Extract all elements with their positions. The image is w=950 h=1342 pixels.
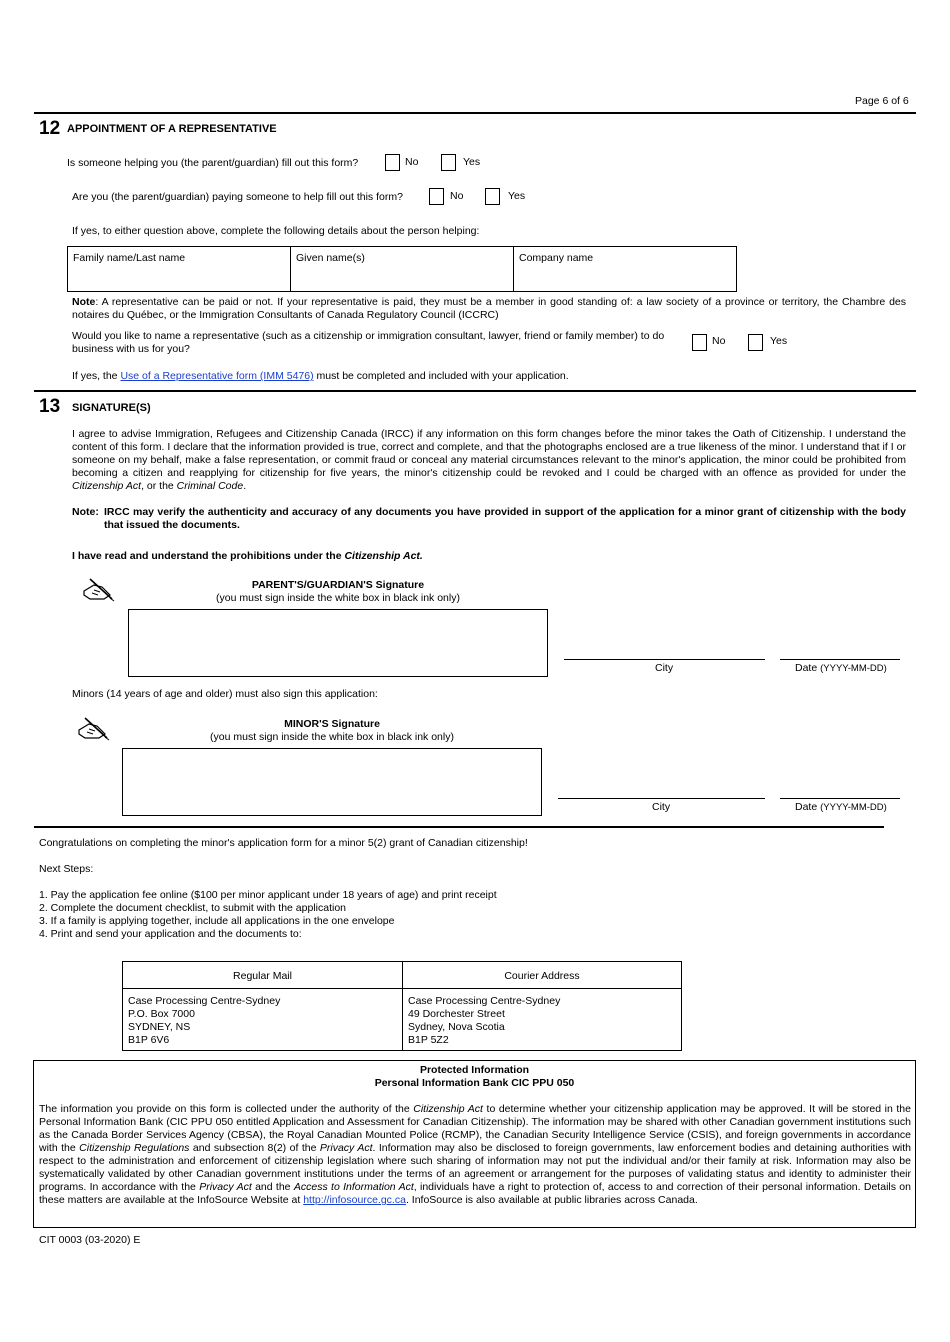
minors-must-sign-text: Minors (14 years of age and older) must also sign this application: — [72, 688, 378, 700]
name-rep-no-checkbox[interactable] — [692, 334, 707, 351]
given-names-field[interactable]: Given name(s) — [296, 252, 365, 264]
list-item: 2. Complete the document checklist, to submit with the application — [39, 902, 346, 914]
protected-info-title: Protected Information — [419, 1064, 530, 1076]
representative-note-label: Note — [72, 296, 96, 308]
family-name-field[interactable]: Family name/Last name — [73, 252, 186, 264]
protected-information-box — [33, 1060, 916, 1228]
list-item: 3. If a family is applying together, include all applications in the one envelope — [39, 915, 395, 927]
minor-signature-box[interactable] — [122, 748, 542, 816]
list-item: 1. Pay the application fee online ($100 per minor applicant under 18 years of age) and print receipt — [39, 889, 497, 901]
paying-no-label: No — [450, 190, 464, 202]
paying-no-checkbox[interactable] — [429, 188, 444, 205]
use-of-representative-text: If yes, the Use of a Representative form (IMM 5476) must be completed and included with your application. — [72, 370, 569, 382]
company-name-field[interactable]: Company name — [519, 252, 594, 264]
if-yes-instructions: If yes, to either question above, complete the following details about the person helping: — [72, 225, 480, 237]
courier-address: Case Processing Centre-Sydney 49 Dorchester Street Sydney, Nova Scotia B1P 5Z2 — [408, 995, 561, 1046]
section-13-bottom-rule — [34, 826, 884, 828]
section-13-top-rule — [34, 390, 916, 392]
signing-hand-icon — [75, 712, 113, 742]
regular-mail-header: Regular Mail — [233, 970, 292, 982]
helping-yes-checkbox[interactable] — [441, 154, 456, 171]
next-steps-heading: Next Steps: — [39, 863, 94, 875]
minor-signature-title: MINOR'S Signature — [284, 718, 380, 730]
section-13-number: 13 — [39, 396, 61, 417]
mailing-address-table — [122, 961, 682, 1051]
next-steps-list — [39, 889, 497, 941]
regular-mail-address: Case Processing Centre-Sydney P.O. Box 7000 SYDNEY, NS B1P 6V6 — [128, 995, 281, 1046]
question-someone-helping: Is someone helping you (the parent/guardian) fill out this form? — [67, 157, 359, 169]
name-rep-no-label: No — [712, 335, 726, 347]
helping-no-label: No — [405, 156, 419, 168]
name-rep-yes-checkbox[interactable] — [748, 334, 763, 351]
signing-hand-icon — [80, 573, 118, 603]
section-12-number: 12 — [39, 118, 61, 139]
section-12-title: APPOINTMENT OF A REPRESENTATIVE — [67, 123, 277, 135]
personal-info-bank-title: Personal Information Bank CIC PPU 050 — [374, 1077, 575, 1089]
paying-yes-label: Yes — [508, 190, 526, 202]
minor-date-label: Date (YYYY-MM-DD) — [795, 801, 887, 813]
minor-signature-instructions: (you must sign inside the white box in black ink only) — [210, 731, 454, 743]
privacy-notice-paragraph: The information you provide on this form is collected under the authority of the Citizenship Act to determine whether your citizenship application may be approved. It will be stored in the Personal Information Bank (CIC PPU 050 entitled Application and Assessment for Canadian Citizenship). The information may be shared with other Canadian government institutions such as the Canada Border Services Agency (CBSA), the Royal Canadian Mounted Police (RCMP), the Canadian Security Intelligence Service (CSIS), and foreign governments in accordance with the Citizenship Regulations and subsection 8(2) of the Privacy Act. Information may also be disclosed to foreign governments, law enforcement bodies and detaining authorities with respect to the administration and enforcement of citizenship legislation where such sharing of information may not put the individual and/or their family at risk. Information may also be systematically validated by other Canadian government institutions under the terms of an agreement or arrangement for the purposes of validating status and identity to administer their programs. In accordance with the Privacy Act and the Access to Information Act, individuals have a right to protection of, access to and correction of their personal information. Details on these matters are available at the InfoSource Website at http://infosource.gc.ca. InfoSource is also available at public libraries across Canada. — [39, 1103, 911, 1206]
infosource-link[interactable]: http://infosource.gc.ca — [303, 1194, 406, 1206]
parent-date-label: Date (YYYY-MM-DD) — [795, 662, 887, 674]
form-code: CIT 0003 (03-2020) E — [39, 1234, 141, 1246]
parent-signature-title: PARENT'S/GUARDIAN'S Signature — [251, 579, 425, 591]
minor-city-label: City — [652, 801, 671, 813]
page-number: Page 6 of 6 — [855, 95, 909, 107]
list-item: 4. Print and send your application and the documents to: — [39, 928, 302, 940]
parent-signature-box[interactable] — [128, 609, 548, 677]
section-13-title: SIGNATURE(S) — [72, 402, 151, 414]
question-paying-someone: Are you (the parent/guardian) paying someone to help fill out this form? — [72, 191, 403, 203]
helping-no-checkbox[interactable] — [385, 154, 400, 171]
representative-note: Note: A representative can be paid or not. If your representative is paid, they must be a member in good standing of: a law society of a province or territory, the Chambre des notaires du Québec, or the Immigration Consultants of Canada Regulatory Council (ICCRC) — [72, 296, 906, 321]
question-name-representative: Would you like to name a representative (such as a citizenship or immigration consultant, lawyer, friend or family member) to do business with us for you? — [72, 330, 665, 355]
name-rep-yes-label: Yes — [770, 335, 788, 347]
section-12-top-rule — [34, 112, 916, 114]
minor-date-line — [780, 798, 900, 799]
declaration-paragraph: I agree to advise Immigration, Refugees and Citizenship Canada (IRCC) if any information on this form changes before the minor takes the Oath of Citizenship. I understand the content of this form. I declare that the information provided is true, correct and complete, and that the photographs enclosed are a true likeness of the minor. I understand that if I or someone on my behalf, make a false representation, or commit fraud or conceal any material circumstances relevant to the minor's application, the minor could be prohibited from becoming a citizen and reapplying for citizenship for five years, the minor's citizenship could be revoked and I could be charged with an offence as provided for under the Citizenship Act, or the Criminal Code. — [72, 428, 906, 492]
helping-yes-label: Yes — [463, 156, 481, 168]
parent-date-line — [780, 659, 900, 660]
helper-details-table — [67, 246, 737, 292]
use-of-representative-link[interactable]: Use of a Representative form (IMM 5476) — [120, 370, 314, 382]
minor-city-line — [558, 798, 765, 799]
prohibitions-statement: I have read and understand the prohibitions under the Citizenship Act. — [72, 550, 423, 562]
parent-city-label: City — [655, 662, 674, 674]
paying-yes-checkbox[interactable] — [485, 188, 500, 205]
congratulations-text: Congratulations on completing the minor's application form for a minor 5(2) grant of Canadian citizenship! — [39, 837, 528, 849]
parent-signature-instructions: (you must sign inside the white box in black ink only) — [216, 592, 460, 604]
courier-address-header: Courier Address — [504, 970, 580, 982]
parent-city-line — [564, 659, 765, 660]
